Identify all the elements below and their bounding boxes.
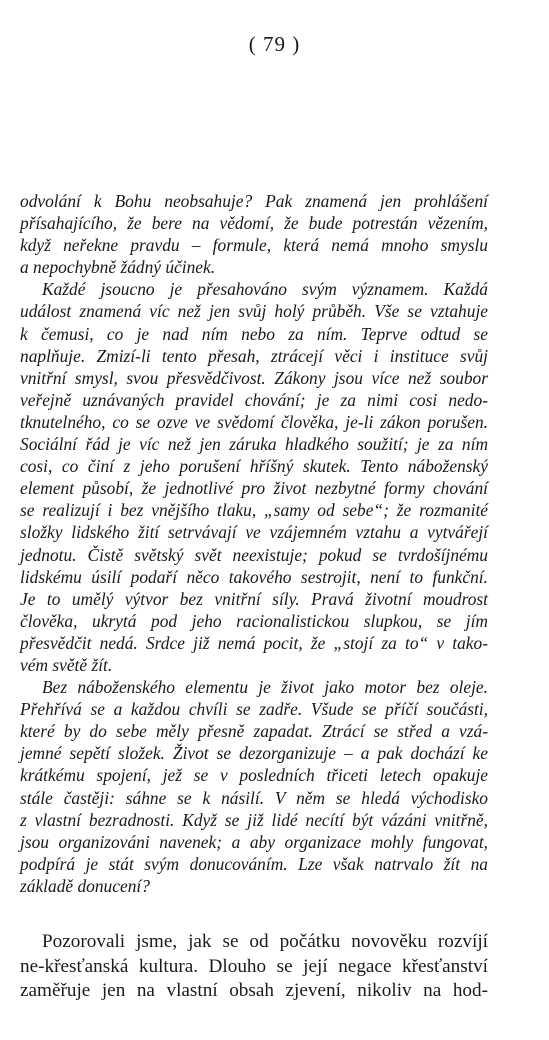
text-line: které by do sebe měly přesně zapadat. Ztrácí se střed a vzá- [20, 721, 488, 742]
body-paragraph [20, 930, 488, 1004]
text-line: člověka, ukrytá pod jeho racionalistickou slupkou, se jím [20, 610, 488, 631]
text-line: Bez náboženského elementu je život jako motor bez oleje. [42, 677, 488, 698]
text-line: vém světě žít. [20, 654, 113, 675]
text-line: přísahajícího, že bere na vědomí, že bude potrestán vězením, [20, 213, 488, 234]
text-line: základě donucení? [20, 875, 150, 896]
text-line: z vlastní bezradnosti. Když se již lidé necítí být vázáni vnitřně, [20, 809, 488, 830]
text-line: tknutelného, co se ozve ve svědomí člověka, je-li zákon porušen. [20, 411, 488, 432]
text-line: se realizují i bez vnějšího tlaku, „samy od sebe“; že rozmanité [20, 500, 488, 521]
text-line: a nepochybně žádný účinek. [20, 257, 216, 278]
text-line: jemné sepětí složek. Život se dezorganizuje – a pak dochází ke [20, 743, 488, 764]
text-line: ne-křesťanská kultura. Dlouho se její negace křesťanství [20, 955, 488, 977]
italic-quoted-block [20, 190, 488, 897]
italic-paragraph-1 [20, 190, 488, 278]
page-number: ( 79 ) [248, 32, 301, 56]
text-line: Je to umělý výtvor bez vnitřní síly. Pravá životní moudrost [20, 588, 488, 609]
text-line: Sociální řád je víc než jen záruka hladkého soužití; je za ním [20, 434, 488, 455]
text-line: k čemusi, co je nad ním nebo za ním. Teprve odtud se [20, 323, 488, 344]
text-line: cosi, co činí z jeho porušení hříšný skutek. Tento náboženský [20, 456, 488, 477]
text-line: element působí, že jednotlivé pro život nezbytné formy chování [20, 478, 488, 499]
text-line: zaměřuje jen na vlastní obsah zjevení, nikoliv na hod- [20, 980, 488, 1001]
italic-paragraph-3 [20, 676, 488, 897]
text-line: vnitřní smysl, svou přesvědčivost. Zákony jsou více než soubor [20, 367, 488, 388]
text-line: stále častěji: sáhne se k násilí. V něm se hledá východisko [20, 787, 488, 808]
text-line: přesvědčit nedá. Srdce již nemá pocit, že „stojí za to“ v tako- [20, 632, 488, 653]
text-line: Pozorovali jsme, jak se od počátku novověku rozvíjí [42, 931, 488, 952]
text-line: podpírá je stát svým donucováním. Lze však natrvalo žít na [20, 853, 488, 874]
text-line: krátkému spojení, jež se v posledních třiceti letech opakuje [20, 765, 488, 786]
text-line: když neřekne pravdu – formule, která nemá mnoho smyslu [20, 235, 488, 256]
text-line: veřejně uznávaných pravidel chování; je za nimi cosi nedo- [20, 389, 488, 410]
text-line: lidskému úsilí podaří něco takového sestrojit, není to funkční. [20, 566, 488, 587]
text-line: jsou organizováni navenek; a aby organizace mohly fungovat, [20, 831, 488, 852]
text-line: složky lidského žití setrvávají ve vzájemném vztahu a vytvářejí [20, 522, 488, 543]
text-line: jednotu. Čistě světský svět neexistuje; pokud se tvrdošíjnému [20, 544, 488, 565]
italic-paragraph-2 [20, 278, 488, 676]
text-line: naplňuje. Zmizí-li tento přesah, ztrácejí věci i instituce svůj [20, 345, 488, 366]
text-line: událost znamená víc než jen svůj holý průběh. Vše se vztahuje [20, 301, 488, 322]
text-line: Přehřívá se a každou chvíli se zadře. Všude se příčí součásti, [20, 699, 488, 720]
text-line: Každé jsoucno je přesahováno svým významem. Každá [42, 279, 488, 300]
text-line: odvolání k Bohu neobsahuje? Pak znamená jen prohlášení [20, 191, 488, 211]
